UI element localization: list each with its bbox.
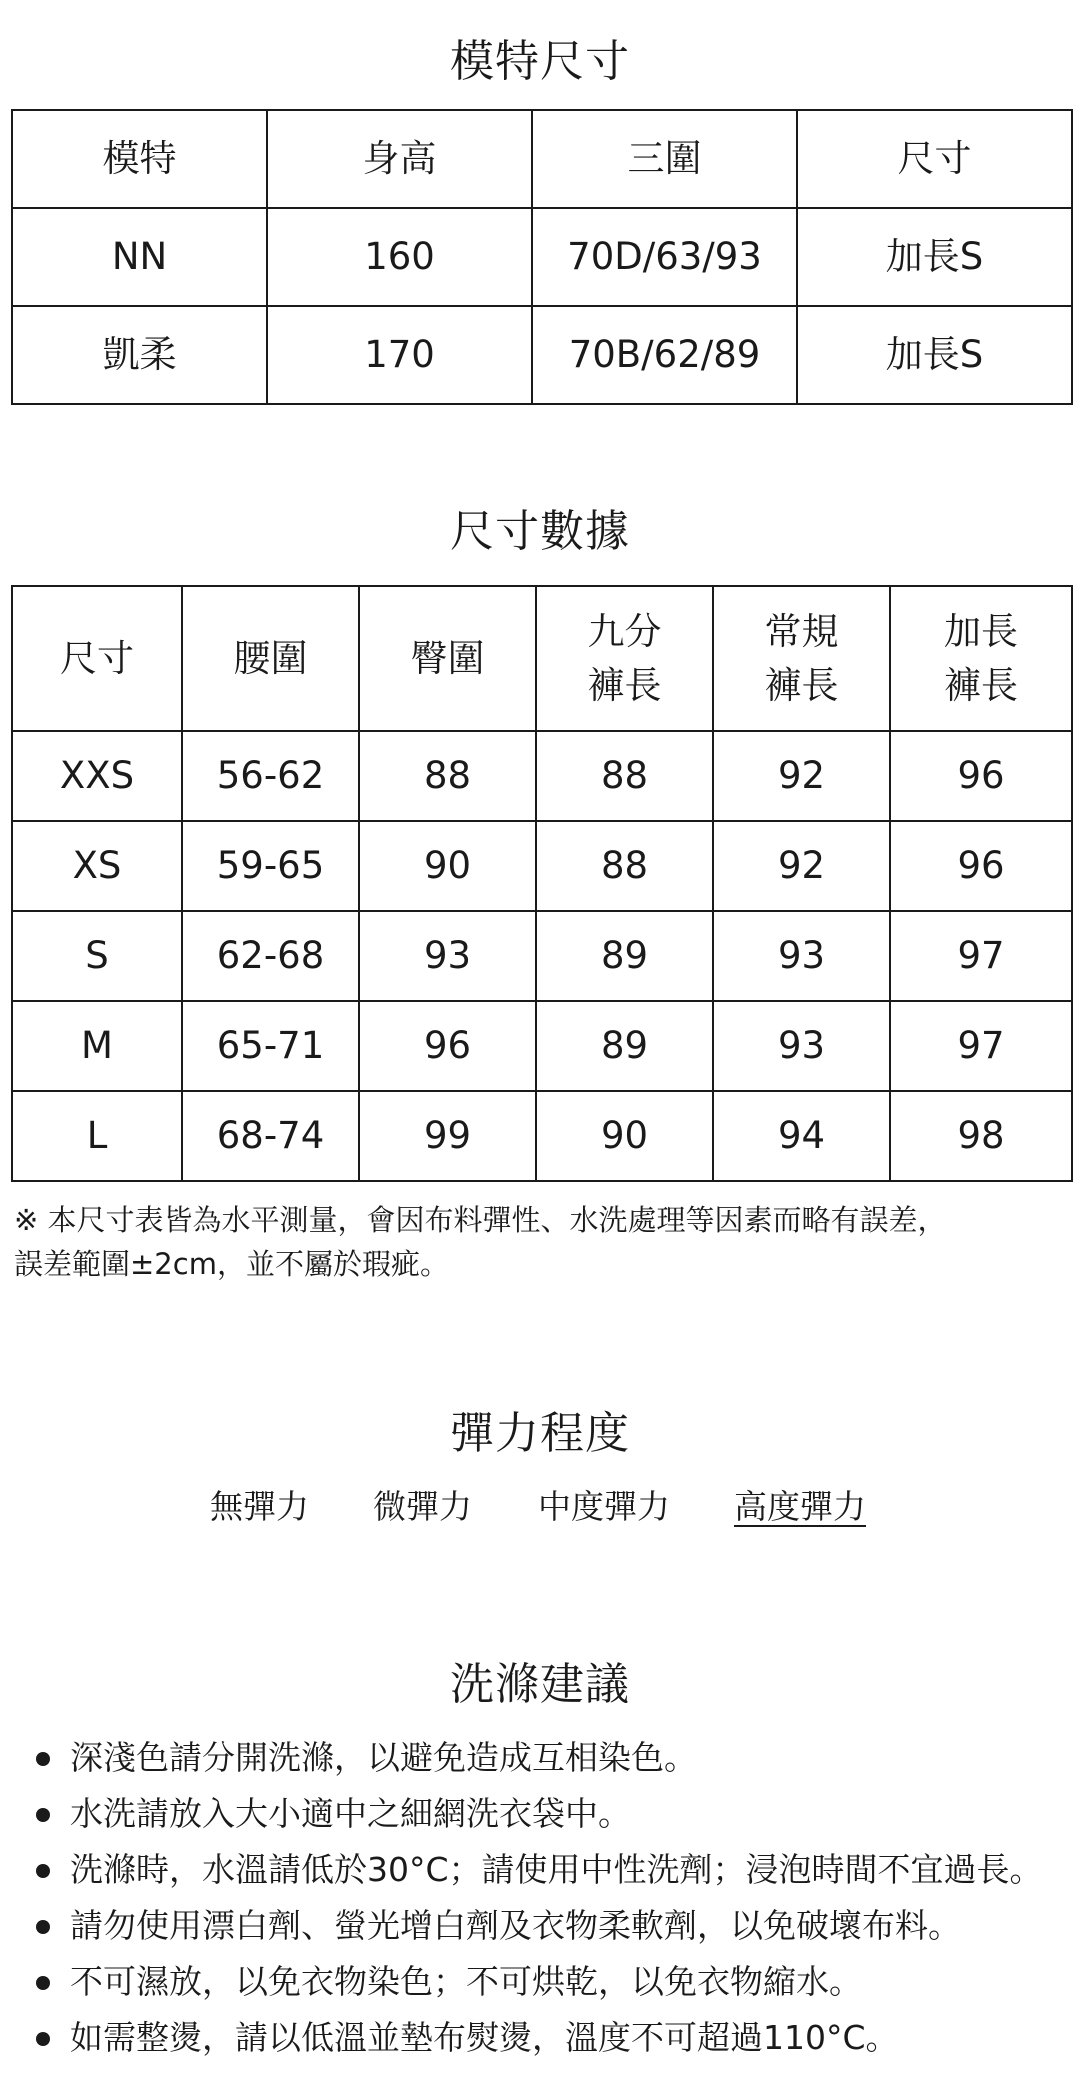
washing-item-text: 洗滌時，水溫請低於30°C；請使用中性洗劑；浸泡時間不宜過長。 [70, 1850, 1043, 1889]
size-header-line: 褲長 [587, 663, 662, 707]
model-header-cell: 尺寸 [797, 110, 1072, 208]
washing-item [34, 1898, 1078, 1954]
model-cell: 170 [267, 306, 532, 404]
size-cell: 68-74 [182, 1091, 359, 1181]
model-cell: 加長S [797, 208, 1072, 306]
size-header-line: 褲長 [764, 663, 839, 707]
washing-item-text: 水洗請放入大小適中之細網洗衣袋中。 [70, 1794, 631, 1833]
size-header-line: 臀圍 [410, 636, 485, 680]
size-cell: 65-71 [182, 1001, 359, 1091]
washing-item-text: 深淺色請分開洗滌，以避免造成互相染色。 [70, 1738, 697, 1777]
size-cell: M [12, 1001, 182, 1091]
model-cell: 160 [267, 208, 532, 306]
size-header-cell [359, 586, 536, 731]
size-header-line: 尺寸 [60, 636, 134, 680]
size-row [12, 1091, 1072, 1181]
size-cell: 88 [359, 731, 536, 821]
size-note-line: 誤差範圍±2cm，並不屬於瑕疵。 [14, 1247, 449, 1281]
model-cell: 70D/63/93 [532, 208, 797, 306]
model-size-title: 模特尺寸 [450, 36, 630, 87]
washing-item-text: 不可濕放，以免衣物染色；不可烘乾，以免衣物縮水。 [70, 1962, 862, 2001]
size-row [12, 1001, 1072, 1091]
size-header-line: 常規 [764, 609, 839, 653]
size-cell: 96 [890, 821, 1072, 911]
washing-title: 洗滌建議 [450, 1659, 630, 1710]
size-cell: XS [12, 821, 182, 911]
size-cell: 97 [890, 911, 1072, 1001]
model-header-cell: 模特 [12, 110, 267, 208]
size-cell: 98 [890, 1091, 1072, 1181]
size-header-cell [536, 586, 713, 731]
washing-item-text: 如需整燙，請以低溫並墊布熨燙，溫度不可超過110°C。 [70, 2018, 899, 2057]
elasticity-option-slight: 微彈力 [373, 1487, 472, 1526]
model-header-cell: 三圍 [532, 110, 797, 208]
model-cell: 凱柔 [12, 306, 267, 404]
size-cell: 97 [890, 1001, 1072, 1091]
size-header-cell [713, 586, 890, 731]
size-note [14, 1198, 1074, 1286]
size-cell: S [12, 911, 182, 1001]
size-cell: 56-62 [182, 731, 359, 821]
size-header-line: 加長 [944, 609, 1018, 653]
size-cell: 88 [536, 821, 713, 911]
size-cell: 96 [890, 731, 1072, 821]
size-cell: 96 [359, 1001, 536, 1091]
size-header-cell [890, 586, 1072, 731]
model-cell: NN [12, 208, 267, 306]
size-cell: 92 [713, 821, 890, 911]
elasticity-option-high: 高度彈力 [734, 1487, 866, 1526]
size-cell: L [12, 1091, 182, 1181]
size-cell: 93 [359, 911, 536, 1001]
size-cell: 89 [536, 911, 713, 1001]
size-cell: 59-65 [182, 821, 359, 911]
bullet-icon [36, 1864, 50, 1878]
model-row [12, 208, 1072, 306]
washing-item [34, 1954, 1078, 2010]
bullet-icon [36, 1752, 50, 1766]
elasticity-option-none: 無彈力 [210, 1487, 309, 1526]
size-header-line: 九分 [587, 609, 662, 653]
size-header-line: 腰圍 [233, 636, 308, 680]
bullet-icon [36, 1920, 50, 1934]
model-row [12, 306, 1072, 404]
model-header-row [12, 110, 1072, 208]
size-cell: 62-68 [182, 911, 359, 1001]
size-data-title: 尺寸數據 [450, 506, 630, 557]
size-data-table [11, 585, 1073, 1182]
size-cell: XXS [12, 731, 182, 821]
model-size-table [11, 109, 1073, 405]
size-note-line: ※ 本尺寸表皆為水平測量，會因布料彈性、水洗處理等因素而略有誤差， [14, 1203, 947, 1237]
elasticity-option-medium: 中度彈力 [538, 1487, 670, 1526]
model-cell: 70B/62/89 [532, 306, 797, 404]
size-cell: 93 [713, 911, 890, 1001]
washing-item [34, 1842, 1078, 1898]
size-row [12, 911, 1072, 1001]
size-cell: 88 [536, 731, 713, 821]
model-header-cell: 身高 [267, 110, 532, 208]
size-header-line: 褲長 [944, 663, 1018, 707]
model-cell: 加長S [797, 306, 1072, 404]
size-header-cell [182, 586, 359, 731]
size-header-row [12, 586, 1072, 731]
size-header-cell [12, 586, 182, 731]
size-cell: 90 [359, 821, 536, 911]
washing-item-text: 請勿使用漂白劑、螢光增白劑及衣物柔軟劑，以免破壞布料。 [70, 1906, 961, 1945]
size-cell: 90 [536, 1091, 713, 1181]
size-cell: 99 [359, 1091, 536, 1181]
washing-item [34, 1730, 1078, 1786]
size-cell: 92 [713, 731, 890, 821]
washing-item [34, 2010, 1078, 2066]
size-cell: 93 [713, 1001, 890, 1091]
size-row [12, 821, 1072, 911]
bullet-icon [36, 1808, 50, 1822]
washing-list [34, 1730, 1078, 2066]
bullet-icon [36, 1976, 50, 1990]
size-row [12, 731, 1072, 821]
size-cell: 89 [536, 1001, 713, 1091]
elasticity-title: 彈力程度 [450, 1408, 630, 1459]
washing-item [34, 1786, 1078, 1842]
size-cell: 94 [713, 1091, 890, 1181]
elasticity-scale [0, 1487, 1080, 1540]
bullet-icon [36, 2032, 50, 2046]
